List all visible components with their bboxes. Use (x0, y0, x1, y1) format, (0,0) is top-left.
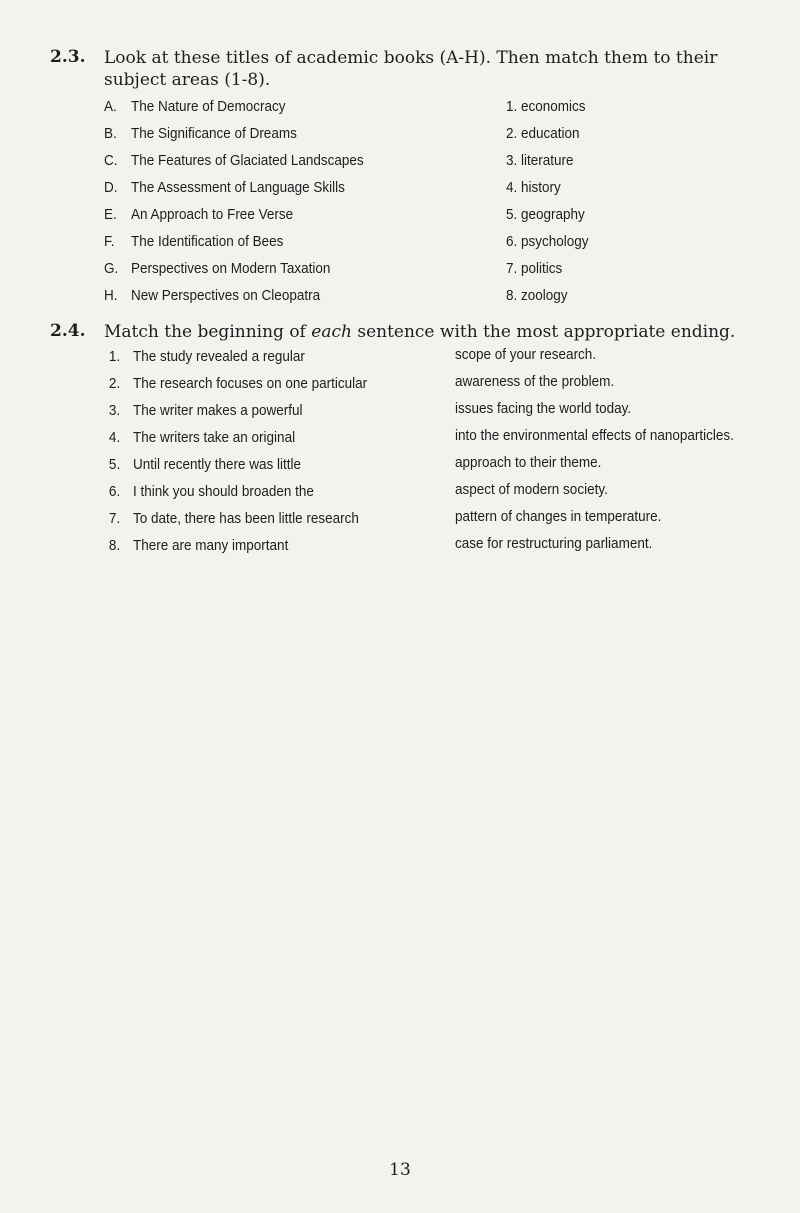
sentence-ending: awareness of the problem. (455, 373, 615, 390)
list-item (0, 179, 800, 206)
item-number: 8. (108, 537, 121, 554)
sentence-ending: case for restructuring parliament. (455, 535, 653, 552)
list-item (0, 510, 800, 537)
item-letter: D. (104, 179, 118, 196)
subject-area: 2. education (506, 125, 580, 142)
book-title: The Features of Glaciated Landscapes (131, 152, 364, 169)
list-item (0, 483, 800, 510)
list-item (0, 98, 800, 125)
subject-area: 4. history (506, 179, 561, 196)
exercise-number: 2.4. (50, 321, 86, 341)
instruction-text: Match the beginning of (104, 322, 312, 342)
list-item (0, 348, 800, 375)
subject-area: 3. literature (506, 152, 574, 169)
item-letter: F. (104, 233, 115, 250)
item-number: 6. (108, 483, 121, 500)
item-letter: G. (104, 260, 119, 277)
item-letter: E. (104, 206, 117, 223)
exercise-number: 2.3. (50, 47, 86, 67)
list-item (0, 402, 800, 429)
list-item (0, 206, 800, 233)
item-number: 5. (108, 456, 121, 473)
sentence-ending: into the environmental effects of nanoparticles. (455, 427, 734, 444)
item-number: 2. (108, 375, 121, 392)
sentence-beginning: Until recently there was little (133, 456, 302, 473)
item-letter: C. (104, 152, 118, 169)
sentence-ending: approach to their theme. (455, 454, 602, 471)
item-number: 1. (108, 348, 121, 365)
subject-area: 7. politics (506, 260, 563, 277)
subject-area: 1. economics (506, 98, 586, 115)
item-number: 4. (108, 429, 121, 446)
list-item (0, 260, 800, 287)
book-title: The Assessment of Language Skills (131, 179, 345, 196)
sentence-beginning: The study revealed a regular (133, 348, 305, 365)
sentence-beginning: To date, there has been little research (133, 510, 359, 527)
item-number: 7. (108, 510, 121, 527)
book-title: The Identification of Bees (131, 233, 284, 250)
list-item (0, 287, 800, 314)
sentence-ending: aspect of modern society. (455, 481, 608, 498)
exercise-instruction (104, 321, 752, 343)
list-item (0, 456, 800, 483)
sentence-beginning: The research focuses on one particular (133, 375, 368, 392)
list-item (0, 152, 800, 179)
book-title: New Perspectives on Cleopatra (131, 287, 321, 304)
page-number: 13 (389, 1160, 411, 1180)
book-title: An Approach to Free Verse (131, 206, 294, 223)
book-title: The Significance of Dreams (131, 125, 297, 142)
subject-area: 5. geography (506, 206, 585, 223)
subject-area: 8. zoology (506, 287, 568, 304)
exercise-instruction: Look at these titles of academic books (A-H). Then match them to their subject areas (1-8). (104, 48, 718, 90)
sentence-beginning: The writers take an original (133, 429, 296, 446)
book-title: The Nature of Democracy (131, 98, 286, 115)
book-title: Perspectives on Modern Taxation (131, 260, 331, 277)
item-letter: H. (104, 287, 118, 304)
list-item (0, 375, 800, 402)
sentence-ending: pattern of changes in temperature. (455, 508, 662, 525)
sentence-beginning: I think you should broaden the (133, 483, 314, 500)
subject-area: 6. psychology (506, 233, 589, 250)
item-letter: A. (104, 98, 117, 115)
item-letter: B. (104, 125, 117, 142)
instruction-emphasis: each (311, 322, 352, 342)
sentence-beginning: There are many important (133, 537, 289, 554)
instruction-text: sentence with the most appropriate ending. (351, 322, 736, 342)
sentence-ending: issues facing the world today. (455, 400, 632, 417)
sentence-ending: scope of your research. (455, 346, 597, 363)
list-item (0, 125, 800, 152)
list-item (0, 233, 800, 260)
list-item (0, 537, 800, 564)
sentence-beginning: The writer makes a powerful (133, 402, 303, 419)
item-number: 3. (108, 402, 121, 419)
list-item (0, 429, 800, 456)
